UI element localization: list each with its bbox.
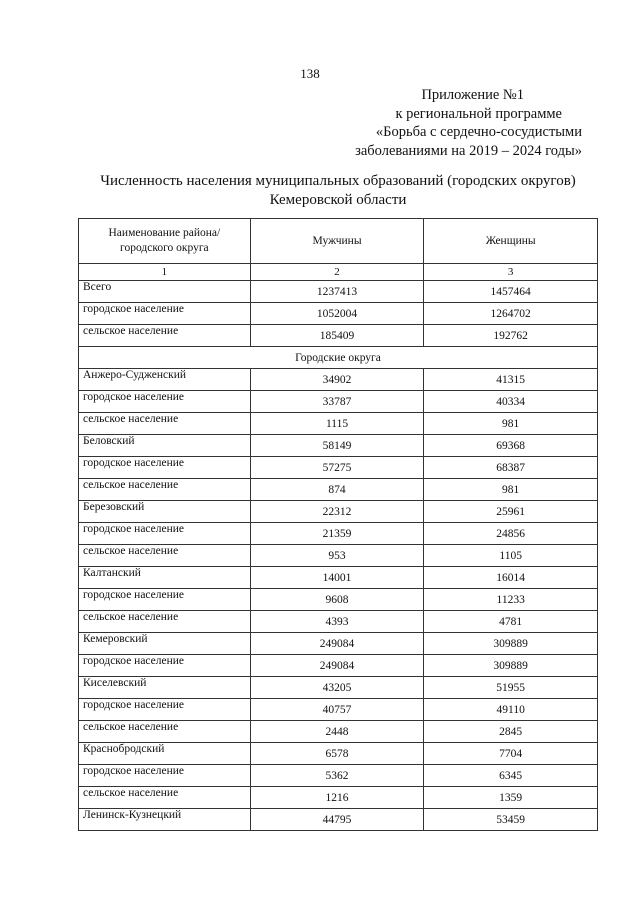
table-row — [79, 303, 598, 325]
row-name: городское население — [79, 523, 251, 545]
row-women: 11233 — [424, 589, 598, 611]
row-name: городское население — [79, 699, 251, 721]
row-men: 2448 — [250, 721, 424, 743]
table-row — [79, 479, 598, 501]
row-women: 69368 — [424, 435, 598, 457]
section-label: Городские округа — [79, 347, 598, 369]
row-women: 309889 — [424, 655, 598, 677]
section-heading — [79, 347, 598, 369]
table-row — [79, 677, 598, 699]
row-name: городское население — [79, 589, 251, 611]
table-row — [79, 501, 598, 523]
header-women: Женщины — [424, 219, 598, 264]
table-row — [79, 567, 598, 589]
row-name: Беловский — [79, 435, 251, 457]
table-row — [79, 413, 598, 435]
row-women: 7704 — [424, 743, 598, 765]
row-women: 1105 — [424, 545, 598, 567]
row-name: сельское население — [79, 413, 251, 435]
row-men: 874 — [250, 479, 424, 501]
row-men: 1115 — [250, 413, 424, 435]
row-women: 41315 — [424, 369, 598, 391]
row-women: 1359 — [424, 787, 598, 809]
row-name: Всего — [79, 281, 251, 303]
row-name: Калтанский — [79, 567, 251, 589]
column-number: 1 — [79, 264, 251, 281]
table-row — [79, 589, 598, 611]
row-name: городское население — [79, 391, 251, 413]
document-title — [78, 172, 598, 210]
row-women: 51955 — [424, 677, 598, 699]
table-row — [79, 743, 598, 765]
page-number: 138 — [300, 66, 320, 81]
row-men: 249084 — [250, 633, 424, 655]
table-row — [79, 765, 598, 787]
row-women: 25961 — [424, 501, 598, 523]
row-men: 40757 — [250, 699, 424, 721]
header-district — [79, 219, 251, 264]
table-row — [79, 721, 598, 743]
row-men: 6578 — [250, 743, 424, 765]
row-men: 33787 — [250, 391, 424, 413]
districts-section — [79, 369, 598, 831]
table-row — [79, 457, 598, 479]
table-row — [79, 523, 598, 545]
row-men: 249084 — [250, 655, 424, 677]
annex-header — [355, 86, 582, 160]
row-name: Березовский — [79, 501, 251, 523]
annex-line: к региональной программе — [395, 105, 562, 122]
row-name: сельское население — [79, 611, 251, 633]
table-row — [79, 325, 598, 347]
row-name: сельское население — [79, 787, 251, 809]
row-name: Киселевский — [79, 677, 251, 699]
row-men: 1216 — [250, 787, 424, 809]
row-name: сельское население — [79, 479, 251, 501]
annex-line: «Борьба с сердечно-сосудистыми — [375, 124, 582, 140]
section-row — [79, 347, 598, 369]
row-name: Кемеровский — [79, 633, 251, 655]
table-header-row — [79, 219, 598, 264]
row-name: городское население — [79, 457, 251, 479]
row-name: городское население — [79, 765, 251, 787]
table-row — [79, 369, 598, 391]
table-row — [79, 655, 598, 677]
row-women: 24856 — [424, 523, 598, 545]
row-name: Краснобродский — [79, 743, 251, 765]
row-women: 192762 — [424, 325, 598, 347]
column-number-row — [79, 264, 598, 281]
row-name: городское население — [79, 303, 251, 325]
row-women: 53459 — [424, 809, 598, 831]
table-row — [79, 391, 598, 413]
row-men: 44795 — [250, 809, 424, 831]
totals-section — [79, 281, 598, 347]
table-row — [79, 611, 598, 633]
row-women: 981 — [424, 479, 598, 501]
annex-line: заболеваниями на 2019 – 2024 годы» — [355, 142, 582, 159]
row-men: 9608 — [250, 589, 424, 611]
row-men: 43205 — [250, 677, 424, 699]
table-row — [79, 435, 598, 457]
row-name: Ленинск-Кузнецкий — [79, 809, 251, 831]
row-men: 57275 — [250, 457, 424, 479]
row-men: 14001 — [250, 567, 424, 589]
row-men: 185409 — [250, 325, 424, 347]
column-number: 3 — [424, 264, 598, 281]
row-name: сельское население — [79, 721, 251, 743]
header-district-label: Наименование района/ городского округа — [108, 227, 221, 254]
row-men: 1052004 — [250, 303, 424, 325]
row-women: 1264702 — [424, 303, 598, 325]
title-line: Кемеровской области — [269, 192, 407, 208]
table-row — [79, 809, 598, 831]
row-women: 981 — [424, 413, 598, 435]
header-men: Мужчины — [250, 219, 424, 264]
table-row — [79, 699, 598, 721]
row-women: 6345 — [424, 765, 598, 787]
row-men: 1237413 — [250, 281, 424, 303]
table-row — [79, 281, 598, 303]
row-women: 40334 — [424, 391, 598, 413]
table-row — [79, 545, 598, 567]
row-men: 22312 — [250, 501, 424, 523]
row-men: 34902 — [250, 369, 424, 391]
row-women: 1457464 — [424, 281, 598, 303]
row-men: 4393 — [250, 611, 424, 633]
column-number: 2 — [250, 264, 424, 281]
row-women: 4781 — [424, 611, 598, 633]
row-name: сельское население — [79, 325, 251, 347]
row-men: 58149 — [250, 435, 424, 457]
row-name: городское население — [79, 655, 251, 677]
row-women: 2845 — [424, 721, 598, 743]
row-women: 309889 — [424, 633, 598, 655]
population-table — [78, 218, 598, 831]
title-line: Численность населения муниципальных образований (городских округов) — [100, 173, 576, 189]
table-row — [79, 787, 598, 809]
annex-line: Приложение №1 — [421, 87, 524, 103]
table-row — [79, 633, 598, 655]
row-name: сельское население — [79, 545, 251, 567]
row-women: 49110 — [424, 699, 598, 721]
row-women: 68387 — [424, 457, 598, 479]
row-name: Анжеро-Судженский — [79, 369, 251, 391]
row-women: 16014 — [424, 567, 598, 589]
row-men: 5362 — [250, 765, 424, 787]
row-men: 21359 — [250, 523, 424, 545]
row-men: 953 — [250, 545, 424, 567]
